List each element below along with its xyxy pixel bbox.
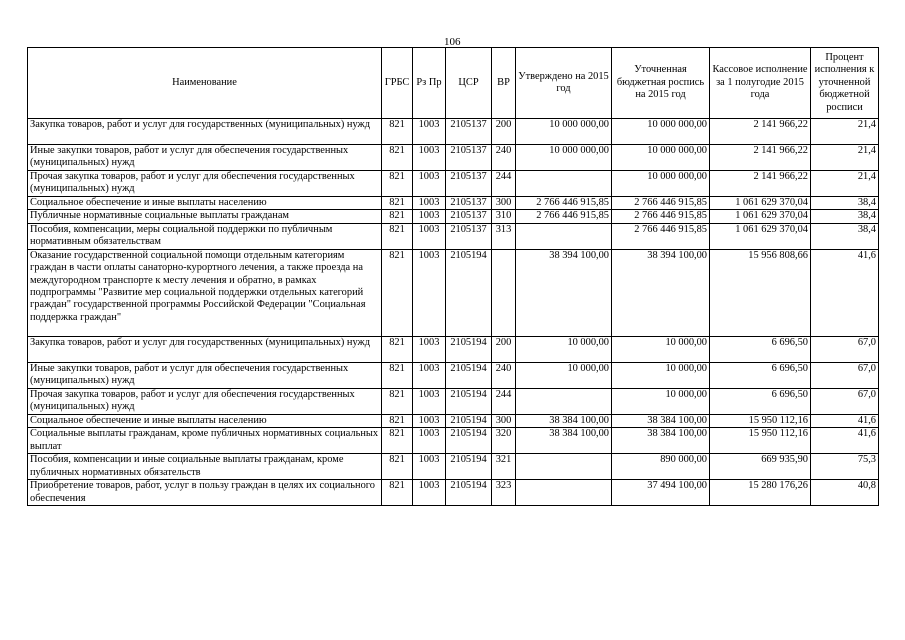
row-rzpr-cell: 1003 <box>413 428 446 454</box>
row-vr-cell <box>492 249 516 336</box>
row-refined-cell: 37 494 100,00 <box>612 480 710 506</box>
row-rzpr-cell: 1003 <box>413 145 446 171</box>
table-row <box>28 210 879 223</box>
row-grbs-cell: 821 <box>382 197 413 210</box>
row-refined-cell: 10 000,00 <box>612 362 710 388</box>
row-vr-cell: 240 <box>492 145 516 171</box>
table-row <box>28 145 879 171</box>
row-vr-cell: 323 <box>492 480 516 506</box>
row-approved-cell: 2 766 446 915,85 <box>516 197 612 210</box>
row-vr-cell: 200 <box>492 119 516 145</box>
row-percent-cell: 38,4 <box>811 210 879 223</box>
row-grbs-cell: 821 <box>382 145 413 171</box>
row-approved-cell: 10 000 000,00 <box>516 145 612 171</box>
row-name-cell: Социальные выплаты гражданам, кроме публичных нормативных социальных выплат <box>28 428 382 454</box>
row-refined-cell: 10 000 000,00 <box>612 145 710 171</box>
row-cash-cell: 15 956 808,66 <box>710 249 811 336</box>
row-approved-cell <box>516 223 612 249</box>
row-grbs-cell: 821 <box>382 362 413 388</box>
row-rzpr-cell: 1003 <box>413 388 446 414</box>
row-approved-cell: 38 384 100,00 <box>516 414 612 427</box>
row-rzpr-cell: 1003 <box>413 362 446 388</box>
row-name-cell: Социальное обеспечение и иные выплаты населению <box>28 414 382 427</box>
row-vr-cell: 313 <box>492 223 516 249</box>
row-approved-cell <box>516 388 612 414</box>
header-approved: Утверждено на 2015 год <box>516 48 612 119</box>
table-row <box>28 119 879 145</box>
row-csr-cell: 2105194 <box>446 249 492 336</box>
row-cash-cell: 6 696,50 <box>710 336 811 362</box>
table-header-row <box>28 48 879 119</box>
row-vr-cell: 321 <box>492 454 516 480</box>
row-refined-cell: 38 384 100,00 <box>612 428 710 454</box>
row-rzpr-cell: 1003 <box>413 197 446 210</box>
table-row <box>28 454 879 480</box>
row-rzpr-cell: 1003 <box>413 119 446 145</box>
page-number: 106 <box>444 36 461 48</box>
row-refined-cell: 38 384 100,00 <box>612 414 710 427</box>
table-row <box>28 414 879 427</box>
row-cash-cell: 15 950 112,16 <box>710 428 811 454</box>
row-percent-cell: 67,0 <box>811 362 879 388</box>
row-grbs-cell: 821 <box>382 171 413 197</box>
row-cash-cell: 1 061 629 370,04 <box>710 210 811 223</box>
row-name-cell: Иные закупки товаров, работ и услуг для обеспечения государственных (муниципальных) нужд <box>28 145 382 171</box>
header-percent: Процент исполнения к уточненной бюджетной росписи <box>811 48 879 119</box>
header-rzpr: Рз Пр <box>413 48 446 119</box>
header-grbs: ГРБС <box>382 48 413 119</box>
table-row <box>28 480 879 506</box>
row-grbs-cell: 821 <box>382 119 413 145</box>
row-percent-cell: 41,6 <box>811 414 879 427</box>
row-csr-cell: 2105194 <box>446 480 492 506</box>
row-name-cell: Приобретение товаров, работ, услуг в пользу граждан в целях их социального обеспечения <box>28 480 382 506</box>
row-grbs-cell: 821 <box>382 480 413 506</box>
row-name-cell: Закупка товаров, работ и услуг для государственных (муниципальных) нужд <box>28 336 382 362</box>
row-name-cell: Пособия, компенсации и иные социальные выплаты гражданам, кроме публичных нормативных обязательств <box>28 454 382 480</box>
row-approved-cell: 10 000,00 <box>516 362 612 388</box>
row-vr-cell: 310 <box>492 210 516 223</box>
row-approved-cell: 38 394 100,00 <box>516 249 612 336</box>
row-grbs-cell: 821 <box>382 454 413 480</box>
row-name-cell: Пособия, компенсации, меры социальной поддержки по публичным нормативным обязательствам <box>28 223 382 249</box>
row-grbs-cell: 821 <box>382 249 413 336</box>
row-cash-cell: 15 280 176,26 <box>710 480 811 506</box>
row-vr-cell: 300 <box>492 197 516 210</box>
table-row <box>28 249 879 336</box>
row-cash-cell: 2 141 966,22 <box>710 145 811 171</box>
row-grbs-cell: 821 <box>382 336 413 362</box>
row-cash-cell: 2 141 966,22 <box>710 171 811 197</box>
row-csr-cell: 2105194 <box>446 428 492 454</box>
row-cash-cell: 6 696,50 <box>710 362 811 388</box>
row-percent-cell: 67,0 <box>811 388 879 414</box>
row-grbs-cell: 821 <box>382 388 413 414</box>
row-csr-cell: 2105137 <box>446 197 492 210</box>
row-rzpr-cell: 1003 <box>413 414 446 427</box>
budget-table <box>27 47 879 506</box>
row-name-cell: Прочая закупка товаров, работ и услуг для обеспечения государственных (муниципальных) нужд <box>28 388 382 414</box>
table-row <box>28 388 879 414</box>
row-grbs-cell: 821 <box>382 210 413 223</box>
row-name-cell: Прочая закупка товаров, работ и услуг для обеспечения государственных (муниципальных) нужд <box>28 171 382 197</box>
row-percent-cell: 67,0 <box>811 336 879 362</box>
table-row <box>28 197 879 210</box>
row-name-cell: Социальное обеспечение и иные выплаты населению <box>28 197 382 210</box>
table-row <box>28 223 879 249</box>
row-csr-cell: 2105137 <box>446 145 492 171</box>
table-body <box>28 119 879 506</box>
row-grbs-cell: 821 <box>382 223 413 249</box>
row-csr-cell: 2105194 <box>446 388 492 414</box>
row-percent-cell: 40,8 <box>811 480 879 506</box>
row-vr-cell: 244 <box>492 388 516 414</box>
row-csr-cell: 2105194 <box>446 362 492 388</box>
row-percent-cell: 75,3 <box>811 454 879 480</box>
row-csr-cell: 2105194 <box>446 336 492 362</box>
row-vr-cell: 240 <box>492 362 516 388</box>
header-cash: Кассовое исполнение за 1 полугодие 2015 года <box>710 48 811 119</box>
table-row <box>28 428 879 454</box>
row-refined-cell: 2 766 446 915,85 <box>612 197 710 210</box>
row-approved-cell: 2 766 446 915,85 <box>516 210 612 223</box>
row-percent-cell: 41,6 <box>811 428 879 454</box>
row-vr-cell: 244 <box>492 171 516 197</box>
row-refined-cell: 10 000 000,00 <box>612 171 710 197</box>
row-rzpr-cell: 1003 <box>413 454 446 480</box>
row-approved-cell: 10 000,00 <box>516 336 612 362</box>
row-percent-cell: 21,4 <box>811 171 879 197</box>
table-row <box>28 171 879 197</box>
row-grbs-cell: 821 <box>382 414 413 427</box>
row-approved-cell: 38 384 100,00 <box>516 428 612 454</box>
row-name-cell: Закупка товаров, работ и услуг для государственных (муниципальных) нужд <box>28 119 382 145</box>
row-percent-cell: 41,6 <box>811 249 879 336</box>
row-csr-cell: 2105137 <box>446 223 492 249</box>
row-name-cell: Иные закупки товаров, работ и услуг для обеспечения государственных (муниципальных) нужд <box>28 362 382 388</box>
row-cash-cell: 6 696,50 <box>710 388 811 414</box>
row-approved-cell <box>516 171 612 197</box>
header-vr: ВР <box>492 48 516 119</box>
row-refined-cell: 10 000 000,00 <box>612 119 710 145</box>
row-csr-cell: 2105194 <box>446 414 492 427</box>
row-rzpr-cell: 1003 <box>413 336 446 362</box>
row-rzpr-cell: 1003 <box>413 223 446 249</box>
row-refined-cell: 890 000,00 <box>612 454 710 480</box>
row-cash-cell: 1 061 629 370,04 <box>710 197 811 210</box>
row-cash-cell: 2 141 966,22 <box>710 119 811 145</box>
row-csr-cell: 2105137 <box>446 171 492 197</box>
row-refined-cell: 38 394 100,00 <box>612 249 710 336</box>
table-row <box>28 362 879 388</box>
row-rzpr-cell: 1003 <box>413 210 446 223</box>
row-cash-cell: 15 950 112,16 <box>710 414 811 427</box>
row-refined-cell: 2 766 446 915,85 <box>612 223 710 249</box>
row-grbs-cell: 821 <box>382 428 413 454</box>
row-vr-cell: 300 <box>492 414 516 427</box>
row-percent-cell: 38,4 <box>811 223 879 249</box>
row-cash-cell: 669 935,90 <box>710 454 811 480</box>
row-approved-cell: 10 000 000,00 <box>516 119 612 145</box>
header-csr: ЦСР <box>446 48 492 119</box>
row-refined-cell: 10 000,00 <box>612 388 710 414</box>
row-rzpr-cell: 1003 <box>413 171 446 197</box>
row-cash-cell: 1 061 629 370,04 <box>710 223 811 249</box>
row-name-cell: Оказание государственной социальной помощи отдельным категориям граждан в части оплаты санаторно-курортного лечения, а также проезда на междугородном транспорте к месту лечения и обратно, в рамках подпрограммы "Развитие мер социальной поддержки отдельных категорий граждан" государственной программы Российской Федерации "Социальная поддержка граждан" <box>28 249 382 336</box>
row-vr-cell: 200 <box>492 336 516 362</box>
row-approved-cell <box>516 480 612 506</box>
header-refined: Уточненная бюджетная роспись на 2015 год <box>612 48 710 119</box>
header-name: Наименование <box>28 48 382 119</box>
row-refined-cell: 10 000,00 <box>612 336 710 362</box>
row-percent-cell: 21,4 <box>811 145 879 171</box>
row-csr-cell: 2105137 <box>446 119 492 145</box>
row-vr-cell: 320 <box>492 428 516 454</box>
row-name-cell: Публичные нормативные социальные выплаты гражданам <box>28 210 382 223</box>
table-row <box>28 336 879 362</box>
row-percent-cell: 21,4 <box>811 119 879 145</box>
row-rzpr-cell: 1003 <box>413 480 446 506</box>
row-csr-cell: 2105137 <box>446 210 492 223</box>
row-approved-cell <box>516 454 612 480</box>
row-rzpr-cell: 1003 <box>413 249 446 336</box>
row-percent-cell: 38,4 <box>811 197 879 210</box>
row-refined-cell: 2 766 446 915,85 <box>612 210 710 223</box>
row-csr-cell: 2105194 <box>446 454 492 480</box>
